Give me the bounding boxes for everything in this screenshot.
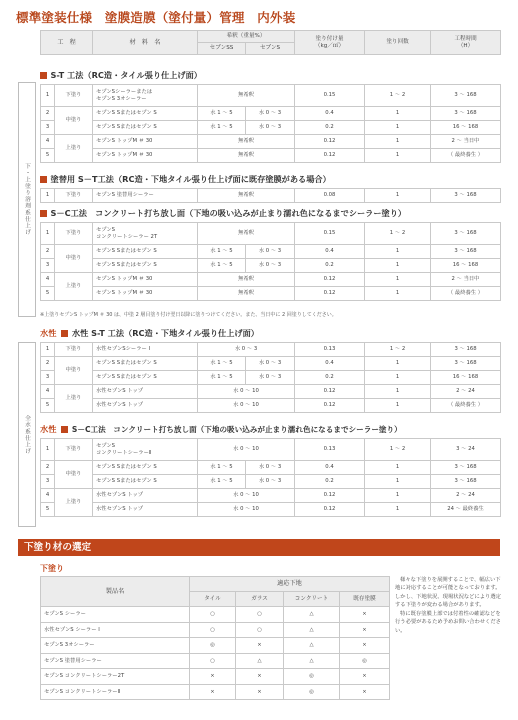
table-cell: 上塗り [55, 385, 93, 413]
section-sc: S－C工法 コンクリート打ち放し面（下地の吸い込みが止まり濡れ色になるまでシーラー塗り） [40, 208, 406, 219]
table-row [41, 357, 501, 371]
table-cell: △ [284, 653, 340, 669]
header-s: セプンS [246, 43, 295, 55]
header-glass: ガラス [236, 592, 284, 607]
table-cell: ◎ [190, 638, 236, 654]
table-cell: 水 1 ～ 5 [198, 245, 246, 259]
table-cell: 0.12 [295, 135, 365, 149]
table-row [41, 669, 390, 685]
table-cell: 0.15 [295, 85, 365, 107]
table-cell: 0.4 [295, 107, 365, 121]
table-row [41, 475, 501, 489]
table-cell: 1 [365, 245, 431, 259]
table-cell: 水 0 ～ 10 [198, 399, 295, 413]
table-row [41, 607, 390, 623]
table-cell: 0.12 [295, 287, 365, 301]
selection-side-text: 様々な下塗りを展開することで、幅広い下地に対応することが可能となっております。しかし、下地状況、現場状況などにより選定する下塗りが変わる場合があります。 特に既存塗膜上部では付着性の確認などを行う必要があるため予めお問い合わせください。 [395, 577, 501, 634]
table-cell: 3 ～ 168 [431, 189, 501, 203]
table-row [41, 503, 501, 517]
table-repaint [40, 188, 501, 203]
table-cell: 4 [41, 385, 55, 399]
section-st: S-T 工法（RC造・タイル張り仕上げ面） [40, 70, 202, 81]
header-time: 工程時間 （H） [431, 31, 501, 55]
table-cell: セプンS Sまたはセプン S [93, 107, 198, 121]
table-cell: 1 ～ 2 [365, 223, 431, 245]
table-cell: 1 [365, 287, 431, 301]
table-cell: 下塗り [55, 343, 93, 357]
table-cell: 0.12 [295, 503, 365, 517]
table-cell: （ 最終養生 ） [431, 287, 501, 301]
table-cell: セプンS Sまたはセプン S [93, 259, 198, 273]
table-cell: 無希釈 [198, 135, 295, 149]
table-cell: × [190, 669, 236, 685]
table-cell: 水 1 ～ 5 [198, 121, 246, 135]
table-row [41, 287, 501, 301]
table-cell: セプンS 塗替用シーラー [41, 653, 190, 669]
table-cell: セプンS Sまたはセプン S [93, 371, 198, 385]
table-cell: 0.12 [295, 385, 365, 399]
table-cell: 16 ～ 168 [431, 121, 501, 135]
table-cell: 1 [365, 107, 431, 121]
table-cell: 16 ～ 168 [431, 371, 501, 385]
table-cell: 水 0 ～ 3 [246, 245, 295, 259]
table-cell: セプンS 3オシーラー [41, 638, 190, 654]
table-cell: 上塗り [55, 489, 93, 517]
table-cell: 0.12 [295, 273, 365, 287]
table-cell: 無希釈 [198, 287, 295, 301]
header-concrete: コンクリート [284, 592, 340, 607]
table-cell: 水性セプンS トップ [93, 385, 198, 399]
spec-header-table [40, 30, 501, 55]
table-cell: 4 [41, 273, 55, 287]
primer-selection-table [40, 576, 390, 700]
material-cell: セプンSシーラーまたは セプンS 3オシーラー [93, 85, 198, 107]
table-cell: 0.2 [295, 371, 365, 385]
table-cell: セプンS コンクリートシーラー2T [41, 669, 190, 685]
table-row [41, 343, 501, 357]
table-cell: セプンS コンクリートシーラーⅡ [41, 684, 190, 700]
table-cell: （ 最終養生 ） [431, 149, 501, 163]
table-row [41, 371, 501, 385]
table-cell: 3 ～ 168 [431, 343, 501, 357]
table-cell: 中塗り [55, 245, 93, 273]
table-cell: 24 ～ 最終養生 [431, 503, 501, 517]
table-cell: 下塗り [55, 85, 93, 107]
table-row [41, 245, 501, 259]
table-row [41, 461, 501, 475]
table-cell: 1 [365, 399, 431, 413]
table-cell: 2 ～ 24 [431, 385, 501, 399]
table-cell: 3 [41, 475, 55, 489]
table-cell: 0.2 [295, 259, 365, 273]
table-row [41, 223, 501, 245]
table-row [41, 189, 501, 203]
table-cell: 無希釈 [198, 273, 295, 287]
table-cell: 1 [41, 189, 55, 203]
table-cell: 3 [41, 121, 55, 135]
table-cell: 1 ～ 2 [365, 343, 431, 357]
header-ss: セプンSS [198, 43, 246, 55]
table-cell: 上塗り [55, 135, 93, 163]
table-cell: × [340, 622, 390, 638]
table-st [40, 84, 501, 163]
table-cell: 0.2 [295, 475, 365, 489]
table-cell: セプンS トップM ＃ 30 [93, 135, 198, 149]
table-cell: △ [284, 638, 340, 654]
table-cell: 水 0 ～ 10 [198, 489, 295, 503]
side-label-water: 全水系仕上げ [18, 342, 36, 527]
table-cell: セプンS トップM ＃ 30 [93, 149, 198, 163]
table-cell: 1 [365, 503, 431, 517]
table-cell: 5 [41, 503, 55, 517]
table-cell: 1 ～ 2 [365, 439, 431, 461]
table-cell: 無希釈 [198, 149, 295, 163]
table-cell: 無希釈 [198, 189, 295, 203]
table-cell: 5 [41, 287, 55, 301]
table-row [41, 149, 501, 163]
square-marker-icon [40, 72, 47, 79]
table-cell: 中塗り [55, 461, 93, 489]
header-material: 材 料 名 [93, 31, 198, 55]
table-cell: 5 [41, 149, 55, 163]
table-cell: 3 ～ 24 [431, 439, 501, 461]
table-cell: 3 ～ 168 [431, 107, 501, 121]
table-cell: 水 0 ～ 3 [246, 107, 295, 121]
header-coating: 塗り付け量 （kg／㎡） [295, 31, 365, 55]
table-cell: セプンS Sまたはセプン S [93, 475, 198, 489]
table-cell: セプンS Sまたはセプン S [93, 245, 198, 259]
table-cell: 水 0 ～ 10 [198, 503, 295, 517]
table-cell: 1 [365, 489, 431, 503]
table-cell: 水 1 ～ 5 [198, 259, 246, 273]
table-cell: 上塗り [55, 273, 93, 301]
table-cell: ○ [190, 622, 236, 638]
selection-band: 下塗り材の選定 [18, 539, 500, 556]
table-cell: 3 [41, 259, 55, 273]
section-repaint-st: 塗替用 S－T工法（RC造・下地タイル張り仕上げ面に既存塗膜がある場合） [40, 174, 331, 185]
table-cell: 1 [365, 461, 431, 475]
table-cell: 3 ～ 168 [431, 475, 501, 489]
table-cell: 1 [41, 439, 55, 461]
table-cell: × [340, 684, 390, 700]
table-cell: 4 [41, 135, 55, 149]
table-cell: セプンS シーラー [41, 607, 190, 623]
table-cell: 下塗り [55, 189, 93, 203]
table-cell: 水 0 ～ 3 [246, 371, 295, 385]
table-sc [40, 222, 501, 301]
table-cell: 3 ～ 168 [431, 245, 501, 259]
section-water-sc: 水性 S－C工法 コンクリート打ち放し面（下地の吸い込みが止まり濡れ色になるまでシーラー塗り） [40, 424, 402, 434]
table-cell: 水 0 ～ 10 [198, 439, 295, 461]
table-cell: 1 [365, 189, 431, 203]
table-cell: 水 0 ～ 3 [246, 357, 295, 371]
square-marker-icon [40, 176, 47, 183]
table-cell: 3 ～ 168 [431, 85, 501, 107]
table-cell: × [190, 684, 236, 700]
table-row [41, 259, 501, 273]
table-cell: 1 [365, 357, 431, 371]
table-cell: 1 [41, 85, 55, 107]
table-cell: 0.2 [295, 121, 365, 135]
table-cell: 水 1 ～ 5 [198, 475, 246, 489]
table-cell: 水 0 ～ 3 [198, 343, 295, 357]
table-cell: 1 [365, 121, 431, 135]
table-row [41, 385, 501, 399]
table-cell: 水 0 ～ 10 [198, 385, 295, 399]
table-row [41, 684, 390, 700]
table-cell: ○ [190, 653, 236, 669]
table-cell: 0.4 [295, 357, 365, 371]
selection-subhead: 下塗り [40, 564, 64, 573]
table-cell: ○ [236, 607, 284, 623]
table-cell: セプンS 塗替用シーラー [93, 189, 198, 203]
table-cell: 水 0 ～ 3 [246, 259, 295, 273]
table-cell: 水性セプンS トップ [93, 489, 198, 503]
table-row [41, 638, 390, 654]
header-tile: タイル [190, 592, 236, 607]
side-label-solvent: 下・上塗り溶剤系仕上げ [18, 82, 36, 317]
table-row [41, 85, 501, 107]
table-cell: 3 [41, 371, 55, 385]
table-cell: 水 0 ～ 3 [246, 461, 295, 475]
table-cell: 2 ～ 24 [431, 489, 501, 503]
table-cell: 無希釈 [198, 223, 295, 245]
table-row [41, 107, 501, 121]
table-cell: ◎ [284, 669, 340, 685]
table-cell: 0.15 [295, 223, 365, 245]
table-row [41, 273, 501, 287]
table-cell: 3 ～ 168 [431, 461, 501, 475]
sc-note: ※上塗りセプンS トップM ＃ 30 は、中塗 2 層目塗り付け翌日以降に塗りつけてください。また、当日中に 2 回塗りしてください。 [40, 312, 337, 318]
table-cell: 0.4 [295, 461, 365, 475]
table-cell: × [236, 669, 284, 685]
table-water-sc [40, 438, 501, 517]
material-cell: セプンS コンクリートシーラー 2T [93, 223, 198, 245]
square-marker-icon [61, 426, 68, 433]
table-cell: 0.12 [295, 399, 365, 413]
table-cell: 1 [365, 135, 431, 149]
table-cell: 水性セプンS シーラー I [41, 622, 190, 638]
table-row [41, 135, 501, 149]
table-cell: △ [284, 607, 340, 623]
table-cell: ○ [236, 622, 284, 638]
table-cell: 2 [41, 107, 55, 121]
table-cell: 1 [41, 223, 55, 245]
table-cell: セプンS Sまたはセプン S [93, 357, 198, 371]
header-substrate: 適応下地 [190, 577, 390, 592]
table-cell: 5 [41, 399, 55, 413]
table-cell: × [236, 684, 284, 700]
table-cell: 0.12 [295, 149, 365, 163]
table-cell: 0.13 [295, 343, 365, 357]
page-title: 標準塗装仕様 塗膜造膜（塗付量）管理 内外装 [16, 10, 296, 25]
table-cell: セプンS Sまたはセプン S [93, 121, 198, 135]
table-cell: 1 [365, 475, 431, 489]
table-cell: 水性セプンS トップ [93, 399, 198, 413]
table-cell: 1 [41, 343, 55, 357]
table-cell: × [340, 638, 390, 654]
square-marker-icon [40, 210, 47, 217]
table-cell: 2 ～ 当日中 [431, 135, 501, 149]
table-cell: △ [284, 622, 340, 638]
table-cell: 3 ～ 168 [431, 223, 501, 245]
table-row [41, 439, 501, 461]
table-cell: 1 [365, 259, 431, 273]
square-marker-icon [61, 330, 68, 337]
table-cell: 0.4 [295, 245, 365, 259]
table-row [41, 121, 501, 135]
table-cell: 1 [365, 371, 431, 385]
header-dilution: 希釈（重量%） [198, 31, 295, 43]
table-cell: × [340, 607, 390, 623]
table-cell: 0.08 [295, 189, 365, 203]
table-cell: 水 0 ～ 3 [246, 121, 295, 135]
table-cell: 0.12 [295, 489, 365, 503]
table-cell: 無希釈 [198, 85, 295, 107]
table-cell: 1 [365, 385, 431, 399]
table-cell: 1 [365, 273, 431, 287]
table-cell: セプンS トップM ＃ 30 [93, 287, 198, 301]
table-row [41, 653, 390, 669]
table-cell: 2 [41, 245, 55, 259]
table-cell: 水 1 ～ 5 [198, 357, 246, 371]
table-row [41, 622, 390, 638]
table-cell: ◎ [340, 653, 390, 669]
table-cell: 2 ～ 当日中 [431, 273, 501, 287]
table-cell: 水 1 ～ 5 [198, 371, 246, 385]
table-cell: セプンS トップM ＃ 30 [93, 273, 198, 287]
table-cell: 水 1 ～ 5 [198, 461, 246, 475]
section-water-st: 水性 水性 S-T 工法（RC造・下地タイル張り仕上げ面） [40, 328, 259, 338]
table-cell: 3 ～ 168 [431, 357, 501, 371]
table-cell: 16 ～ 168 [431, 259, 501, 273]
table-cell: ◎ [284, 684, 340, 700]
table-cell: セプンS Sまたはセプン S [93, 461, 198, 475]
table-cell: 水性セプンS トップ [93, 503, 198, 517]
material-cell: セプンS コンクリートシーラーⅡ [93, 439, 198, 461]
table-cell: 1 ～ 2 [365, 85, 431, 107]
header-product: 製品名 [41, 577, 190, 607]
table-row [41, 399, 501, 413]
table-cell: 水 0 ～ 3 [246, 475, 295, 489]
table-cell: 中塗り [55, 107, 93, 135]
table-cell: × [236, 638, 284, 654]
table-cell: × [340, 669, 390, 685]
table-cell: 2 [41, 461, 55, 475]
header-count: 塗り回数 [365, 31, 431, 55]
table-cell: △ [236, 653, 284, 669]
table-cell: ○ [190, 607, 236, 623]
table-cell: 水性セプンSシーラー I [93, 343, 198, 357]
table-cell: 2 [41, 357, 55, 371]
table-cell: 水 1 ～ 5 [198, 107, 246, 121]
header-existing: 既存塗膜 [340, 592, 390, 607]
table-cell: 下塗り [55, 439, 93, 461]
table-cell: 0.13 [295, 439, 365, 461]
header-process: 工 程 [41, 31, 93, 55]
table-cell: 中塗り [55, 357, 93, 385]
table-row [41, 489, 501, 503]
table-cell: 4 [41, 489, 55, 503]
table-cell: 1 [365, 149, 431, 163]
table-cell: 下塗り [55, 223, 93, 245]
table-cell: （ 最終養生 ） [431, 399, 501, 413]
table-water-st [40, 342, 501, 413]
